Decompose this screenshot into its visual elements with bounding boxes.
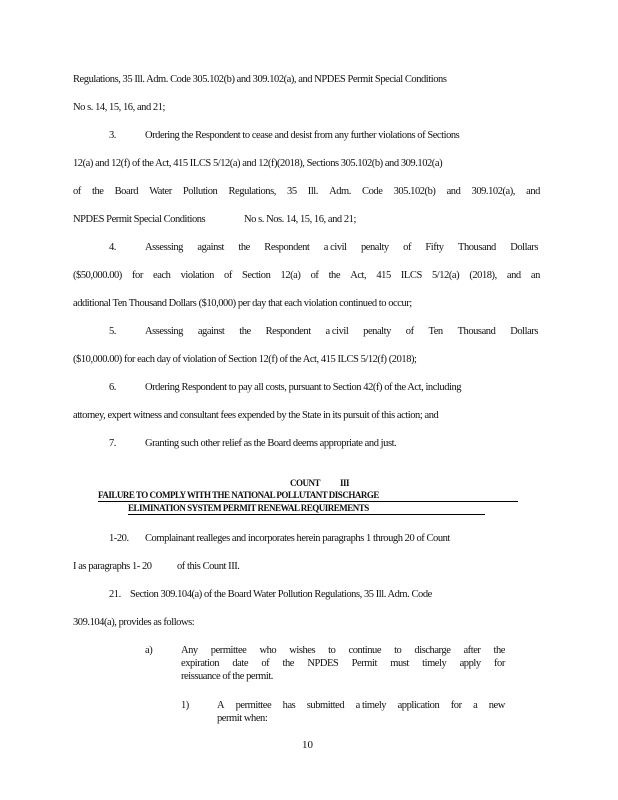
word: the — [92, 186, 104, 197]
justified-line — [145, 241, 538, 254]
word: timely — [422, 658, 447, 669]
justified-line — [145, 325, 538, 338]
word: Regulations, — [228, 186, 276, 197]
word: a civil — [323, 242, 347, 253]
word: permittee — [210, 645, 247, 656]
word: the — [238, 242, 250, 253]
justified-line — [217, 699, 505, 712]
word: of — [403, 242, 411, 253]
word: each — [153, 270, 171, 281]
text-line: Complainant realleges and incorporates herein paragraphs 1 through 20 of Count — [145, 533, 450, 544]
word: an — [530, 270, 540, 281]
word: Act, — [350, 270, 367, 281]
word: of — [73, 186, 81, 197]
justified-line — [181, 644, 505, 657]
text-line: additional Ten Thousand Dollars ($10,000) per day that each violation continued to occur; — [73, 298, 412, 309]
word: permittee — [235, 700, 272, 711]
word: Pollution — [182, 186, 218, 197]
word: Dollars — [510, 242, 538, 253]
paragraph-number: 7. — [109, 438, 116, 449]
word: Permit — [351, 658, 377, 669]
word: a — [473, 700, 478, 711]
count-label: COUNT — [290, 478, 321, 488]
word: wishes — [289, 645, 316, 656]
word: date — [232, 658, 249, 669]
word: Dollars — [510, 326, 538, 337]
word: Any — [181, 645, 198, 656]
text-line: NPDES Permit Special Conditions — [73, 214, 206, 225]
word: a civil — [325, 326, 349, 337]
text-line: Ordering the Respondent to cease and desist from any further violations of Sections — [145, 130, 460, 141]
word: against — [197, 242, 224, 253]
text-line: permit when: — [217, 713, 268, 724]
word: Respondent — [264, 242, 310, 253]
word: violation — [180, 270, 214, 281]
word: application — [397, 700, 440, 711]
text-line: No s. 14, 15, 16, and 21; — [73, 102, 165, 113]
paragraph-number: 1-20. — [109, 533, 129, 544]
word: Thousand — [457, 326, 496, 337]
word: Water — [149, 186, 172, 197]
word: submitted — [306, 700, 345, 711]
word: 35 — [287, 186, 297, 197]
text-line: I as paragraphs 1- 20 — [73, 561, 152, 572]
word: continue — [348, 645, 382, 656]
word: Respondent — [265, 326, 311, 337]
word: penalty — [360, 242, 389, 253]
word: A — [217, 700, 225, 711]
word: and — [526, 186, 540, 197]
word: for — [131, 270, 143, 281]
text-line: No s. Nos. 14, 15, 16, and 21; — [244, 214, 356, 225]
word: for — [493, 658, 505, 669]
word: to — [394, 645, 402, 656]
text-line: reissuance of the permit. — [181, 671, 273, 682]
justified-line — [73, 269, 540, 282]
text-line: ($10,000.00) for each day of violation of Section 12(f) of the Act, 415 ILCS 5/12(f) (2018); — [73, 354, 417, 365]
word: against — [197, 326, 225, 337]
word: discharge — [414, 645, 451, 656]
justified-line — [181, 657, 505, 670]
word: ($50,000.00) — [73, 270, 122, 281]
word: 309.102(a), — [471, 186, 515, 197]
text-line: 309.104(a), provides as follows: — [73, 617, 195, 628]
word: Assessing — [145, 242, 183, 253]
word: Section — [242, 270, 271, 281]
word: of — [405, 326, 414, 337]
text-line: Section 309.104(a) of the Board Water Pollution Regulations, 35 Ill. Adm. Code — [130, 589, 432, 600]
word: has — [282, 700, 296, 711]
justified-line — [73, 185, 540, 198]
word: to — [328, 645, 336, 656]
text-line: of this Count III. — [177, 561, 240, 572]
word: Code — [362, 186, 383, 197]
word: for — [450, 700, 462, 711]
word: Ten — [428, 326, 443, 337]
paragraph-number: 21. — [109, 589, 121, 600]
word: penalty — [363, 326, 391, 337]
count-title: FAILURE TO COMPLY WITH THE NATIONAL POLLUTANT DISCHARGE — [98, 490, 518, 502]
word: of — [310, 270, 319, 281]
word: Assessing — [145, 326, 183, 337]
word: who — [259, 645, 277, 656]
word: NPDES — [307, 658, 339, 669]
count-title: ELIMINATION SYSTEM PERMIT RENEWAL REQUIREMENTS — [128, 503, 485, 515]
word: 12(a) — [280, 270, 301, 281]
word: new — [488, 700, 505, 711]
page-number: 10 — [302, 739, 313, 751]
word: the — [239, 326, 251, 337]
paragraph-number: 3. — [109, 130, 116, 141]
count-number: III — [340, 478, 350, 488]
text-line: attorney, expert witness and consultant fees expended by the State in its pursuit of this action; and — [73, 410, 439, 421]
word: Thousand — [457, 242, 496, 253]
text-line: Granting such other relief as the Board deems appropriate and just. — [145, 438, 397, 449]
word: 5/12(a) — [432, 270, 460, 281]
list-label: 1) — [181, 700, 189, 711]
text-line: 12(a) and 12(f) of the Act, 415 ILCS 5/12(a) and 12(f)(2018), Sections 305.102(b) and 309.102(a) — [73, 158, 443, 169]
text-line: Ordering Respondent to pay all costs, pursuant to Section 42(f) of the Act, including — [145, 382, 462, 393]
word: (2018), — [469, 270, 497, 281]
word: Board — [114, 186, 139, 197]
word: must — [390, 658, 409, 669]
word: of — [261, 658, 270, 669]
word: 415 — [376, 270, 391, 281]
word: and — [446, 186, 461, 197]
word: of — [224, 270, 232, 281]
word: the — [328, 270, 341, 281]
word: Fifty — [425, 242, 444, 253]
paragraph-number: 4. — [109, 242, 116, 253]
word: Ill. — [307, 186, 318, 197]
word: expiration — [181, 658, 220, 669]
word: the — [282, 658, 295, 669]
text-line: Regulations, 35 Ill. Adm. Code 305.102(b) and 309.102(a), and NPDES Permit Special Conditions — [73, 74, 447, 85]
list-label: a) — [145, 645, 153, 656]
word: and — [506, 270, 521, 281]
word: ILCS — [400, 270, 422, 281]
word: a timely — [355, 700, 387, 711]
paragraph-number: 5. — [109, 326, 116, 337]
word: the — [493, 645, 505, 656]
word: apply — [459, 658, 481, 669]
paragraph-number: 6. — [109, 382, 116, 393]
word: 305.102(b) — [393, 186, 436, 197]
word: after — [463, 645, 481, 656]
word: Adm. — [329, 186, 351, 197]
